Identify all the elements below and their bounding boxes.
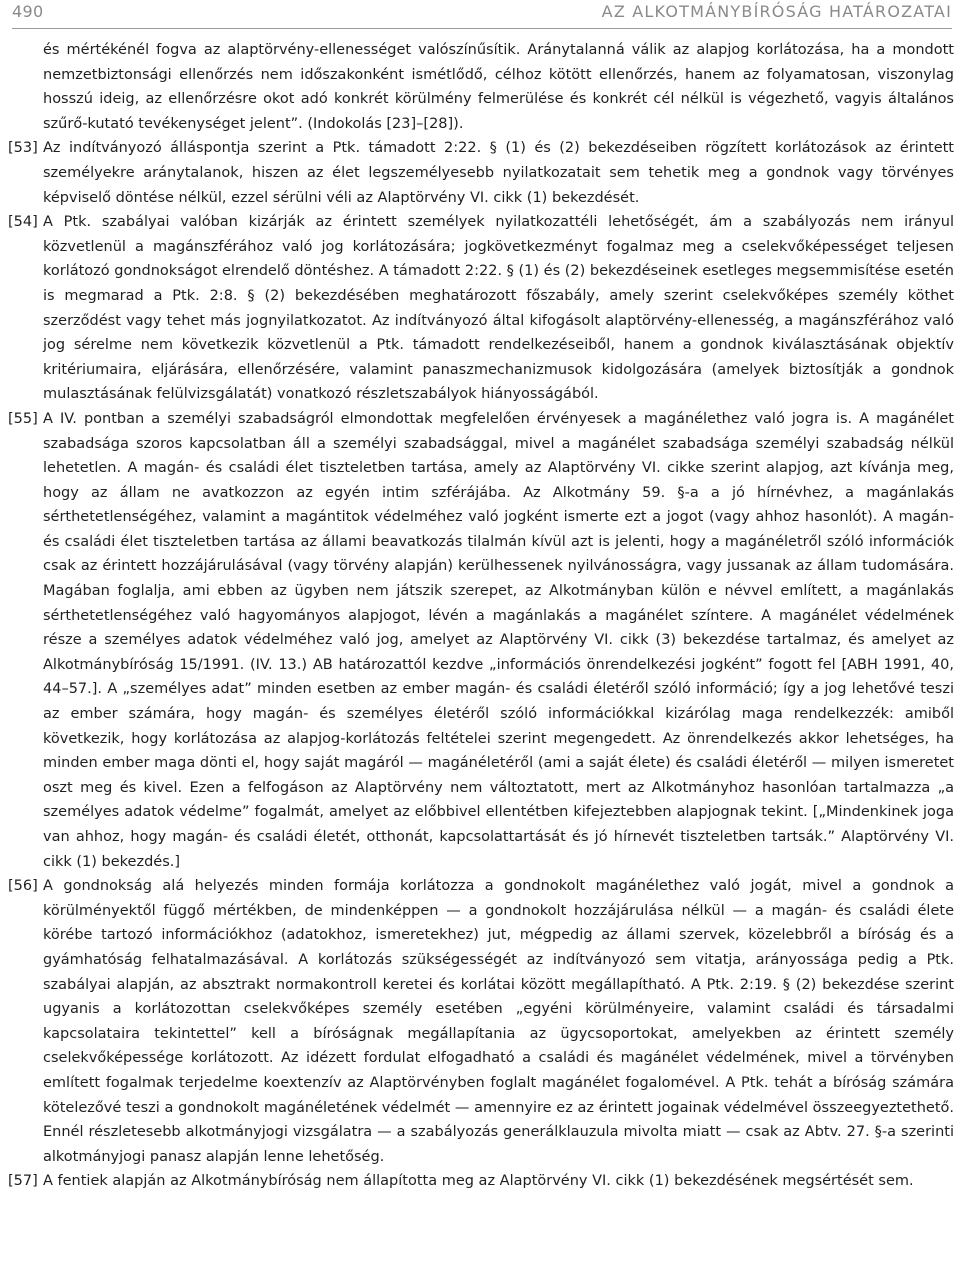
- paragraph-text: és mértékénél fogva az alaptörvény-ellenességet valószínűsítik. Aránytalanná válik az alapjog korlátozása, ha a mondott nemzetbiztonsági ellenőrzés nem időszakonként ismétlődő, célhoz kötött ellenőrzés, hanem az folyamatosan, viszonylag hosszú ideig, az ellenőrzésre okot adó konkrét körülmény felmerülése és konkrét cél nélkül is végezhető, vagyis általános szűrő-kutató tevékenységet jelent”. (Indokolás [23]–[28]).: [43, 42, 954, 132]
- paragraph-text: A IV. pontban a személyi szabadságról elmondottak megfelelően érvényesek a magánélethez való jogra is. A magánélet szabadsága szoros kapcsolatban áll a személyi szabadsággal, mivel a magánélet szabadsága személyi szabadság nélkül lehetetlen. A magán- és családi élet tiszteletben tartása, amely az Alaptörvény VI. cikke szerint alapjog, azt kívánja meg, hogy az állam ne avatkozzon az egyén intim szférájába. Az Alkotmány 59. §-a a jó hírnévhez, a magánlakás sérthetetlenségéhez, valamint a magántitok védelméhez való jogként ismerte ezt a jogot (vagy ahhoz hasonlót). A magán- és családi élet tiszteletben tartása az állami beavatkozás tilalmán kívül azt is jelenti, hogy a magánéletről szóló információk csak az érintett hozzájárulásával (vagy törvény alapján) kerülhessenek nyilvánosságra, vagy jussanak az állam tudomására. Magában foglalja, ami ebben az ügyben nem játszik szerepet, az Alkotmányban külön e névvel említett, a magánlakás sérthetetlenségéhez való hagyományos alapjogot, lévén a magánlakás a magánélet színtere. A magánélet védelmének része a személyes adatok védelméhez való jog, amelyet az Alaptörvény VI. cikk (3) bekezdése tartalmaz, és amelyet az Alkotmánybíróság 15/1991. (IV. 13.) AB határozattól kezdve „információs önrendelkezési jogként” fogott fel [ABH 1991, 40, 44–57.]. A „személyes adat” minden esetben az ember magán- és családi életéről szóló információ; így a jog lehetővé teszi az ember számára, hogy magán- és személyes életéről szóló információkkal kizárólag maga rendelkezzék: amiből következik, hogy korlátozása az alapjog-korlátozás feltételei szerint megengedett. Az önrendelkezés akkor lehetséges, ha minden ember maga dönti el, hogy saját magáról — magánéletéről (ami a saját élete) és családi életéről — milyen ismeretet oszt meg és kivel. Ezen a felfogáson az Alaptörvény nem változtatott, mert az Alkotmányhoz hasonlóan tartalmazza „a személyes adatok védelme” fogalmát, amelyet az előbbivel ellentétben kifejeztebben alapjognak tekint. [„Mindenkinek joga van ahhoz, hogy magán- és családi életét, otthonát, kapcsolattartását és jó hírnevét tiszteletben tartsák.” Alaptörvény VI. cikk (1) bekezdés.]: [43, 410, 954, 870]
- paragraph-53: [8, 136, 954, 210]
- page-header: [12, 0, 952, 29]
- paragraph-57: [8, 1169, 954, 1194]
- paragraph-continuation: [8, 38, 954, 136]
- paragraph-number: [55]: [8, 410, 38, 427]
- page-number: 490: [12, 2, 44, 21]
- document-body: [8, 38, 954, 1194]
- paragraph-55: [8, 407, 954, 874]
- paragraph-number: [53]: [8, 140, 38, 157]
- paragraph-text: A fentiek alapján az Alkotmánybíróság nem állapította meg az Alaptörvény VI. cikk (1) bekezdésének megsértését sem.: [43, 1173, 914, 1190]
- paragraph-number: [56]: [8, 878, 38, 895]
- paragraph-text: A gondnokság alá helyezés minden formája korlátozza a gondnokolt magánélethez való jogát, mivel a gondnok a körülményektől függő mértékben, de mindenképpen — a gondnokolt hozzájárulása nélkül — a magán- és családi élete körébe tartozó információkhoz (adatokhoz, ismeretekhez) jut, mégpedig az állami szervek, közelebbről a bíróság és a gyámhatóság felhatalmazásával. A korlátozás szükségességét az indítványozó sem vitatja, arányossága pedig a Ptk. szabályai alapján, az absztrakt normakontroll keretei és korlátai között megállapítható. A Ptk. 2:19. § (2) bekezdése szerint ugyanis a korlátozottan cselekvőképes személy esetében „egyéni körülményeire, valamint családi és társadalmi kapcsolataira tekintettel” kell a bíróságnak megállapítania az ügycsoportokat, amelyekben az érintett személy cselekvőképessége korlátozott. Az idézett fordulat elfogadható a családi és magánélet védelmének, mivel a törvényben említett fogalmak terjedelme koextenzív az Alaptörvényben foglalt magánélet fogalomével. A Ptk. tehát a bíróság számára kötelezővé teszi a gondnokolt magánéletének védelmét — amennyire ez az érintett jogainak védelmével összeegyeztethető. Ennél részletesebb alkotmányjogi vizsgálatra — a szabályozás generálklauzula mivolta miatt — csak az Abtv. 27. §-a szerinti alkotmányjogi panasz alapján lenne lehetőség.: [43, 878, 954, 1165]
- paragraph-56: [8, 874, 954, 1169]
- paragraph-number: [57]: [8, 1173, 38, 1190]
- running-head: AZ ALKOTMÁNYBÍRÓSÁG HATÁROZATAI: [601, 2, 952, 21]
- paragraph-54: [8, 210, 954, 407]
- paragraph-text: Az indítványozó álláspontja szerint a Ptk. támadott 2:22. § (1) és (2) bekezdéseiben rögzített korlátozások az érintett személyekre aránytalanok, hiszen az élet legszemélyesebb nyilatkozatait sem tehetik meg a gondnok vagy törvényes képviselő döntése nélkül, ezzel sérülni véli az Alaptörvény VI. cikk (1) bekezdését.: [43, 140, 954, 206]
- paragraph-text: A Ptk. szabályai valóban kizárják az érintett személyek nyilatkozattéli lehetőségét, ám a szabályozás nem irányul közvetlenül a magánszférához való jog korlátozására; jogkövetkezményt fogalmaz meg a cselekvőképességet teljesen korlátozó gondnokságot elrendelő döntéshez. A támadott 2:22. § (1) és (2) bekezdéseinek esetleges megsemmisítése esetén is megmarad a Ptk. 2:8. § (2) bekezdésében meghatározott főszabály, amely szerint cselekvőképes személy köthet szerződést vagy tehet más jognyilatkozatot. Az indítványozó által kifogásolt alaptörvény-ellenesség, a magánszférához való jog sérelme nem következik közvetlenül a Ptk. támadott rendelkezéseiből, hanem a gondnok kiválasztásának objektív kritériumaira, eljárására, ellenőrzésére, valamint panaszmechanizmusok kidolgozására (amelyek biztosítják a gondnok mulasztásának felülvizsgálatát) vonatkozó részletszabályok hiányosságából.: [43, 214, 954, 403]
- paragraph-number: [54]: [8, 214, 38, 231]
